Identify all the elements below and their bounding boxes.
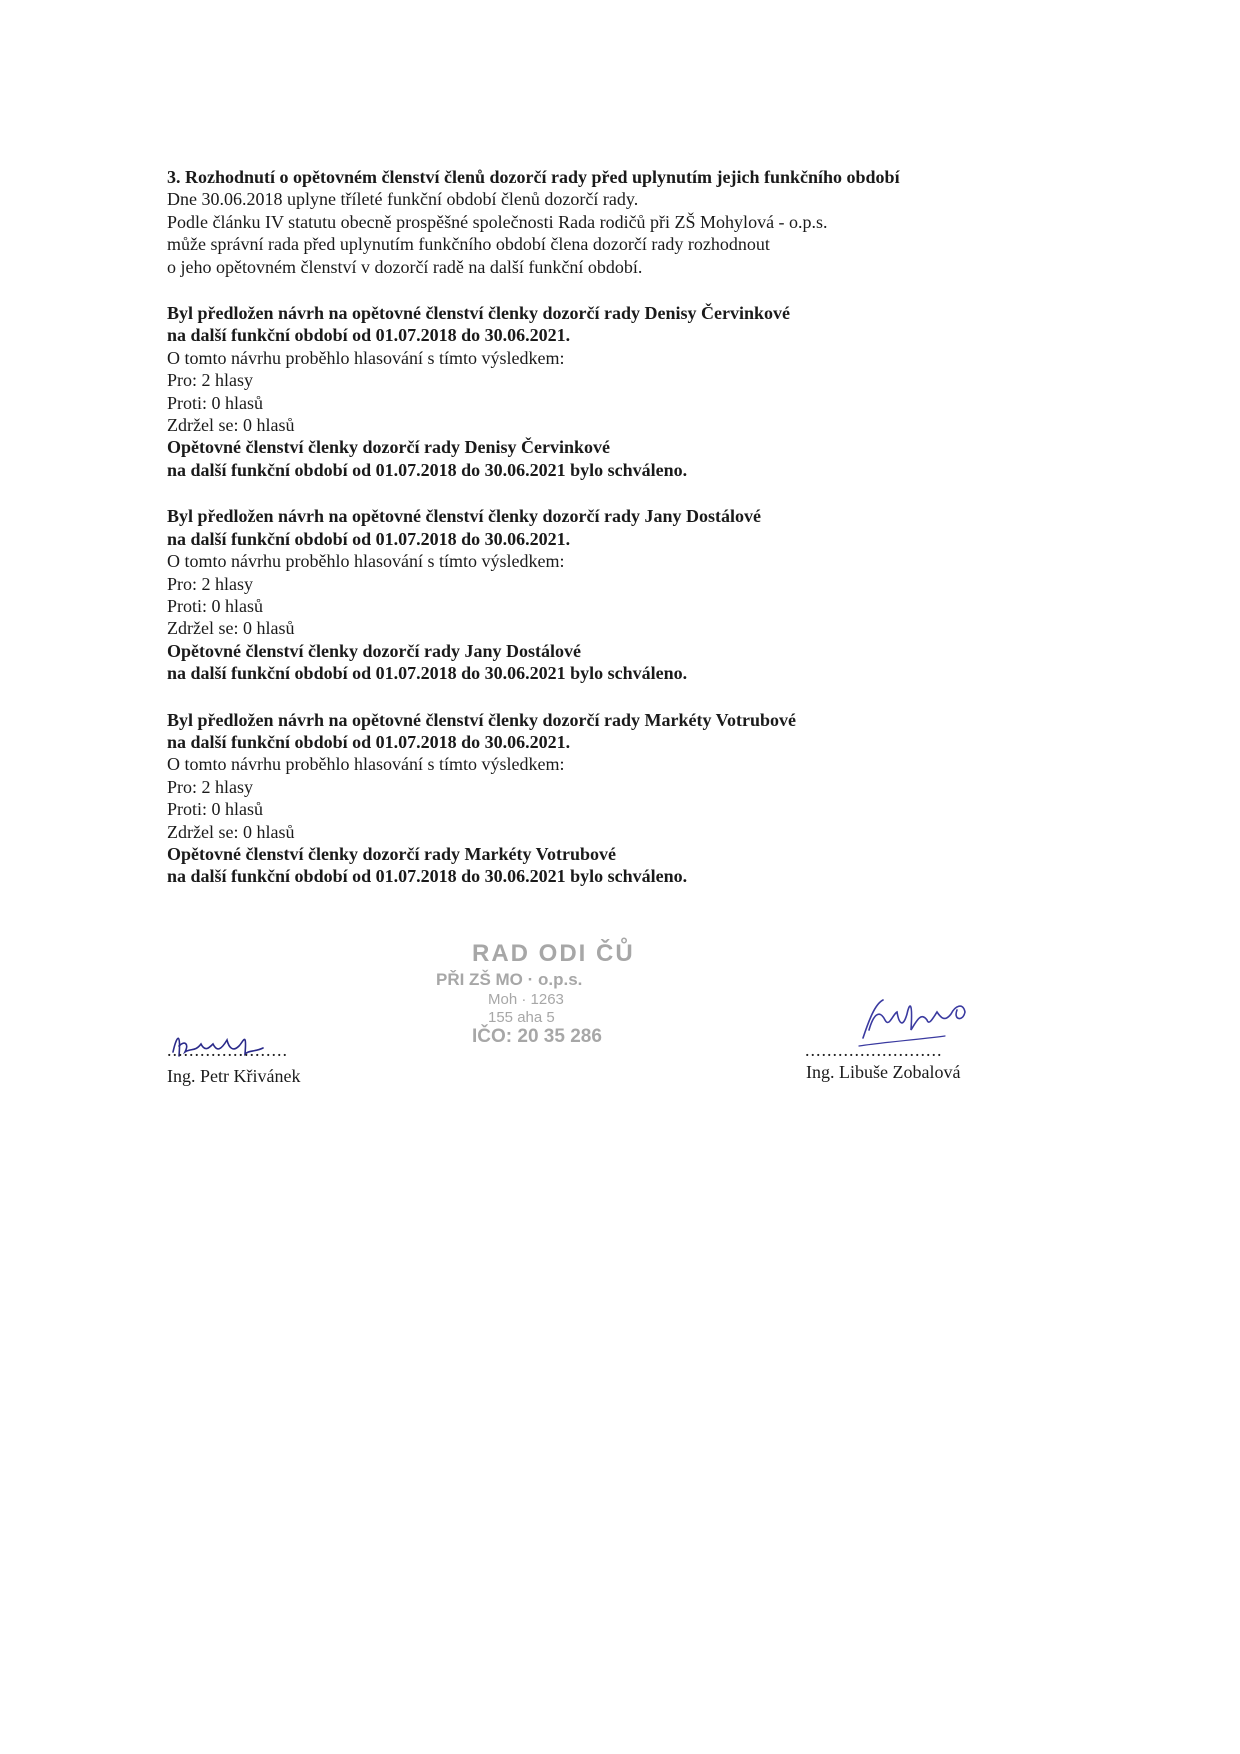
result-line: Opětovné členství členky dozorčí rady Denisy Červinkové bbox=[167, 437, 610, 458]
vote-zdrzel: Zdržel se: 0 hlasů bbox=[167, 415, 295, 436]
vote-pro: Pro: 2 hlasy bbox=[167, 776, 254, 797]
proposal-line: Byl předložen návrh na opětovné členství členky dozorčí rady Markéty Votrubové bbox=[167, 709, 796, 730]
proposal-period: na další funkční období od 01.07.2018 do 30.06.2021. bbox=[167, 325, 571, 346]
vote-zdrzel: Zdržel se: 0 hlasů bbox=[167, 618, 295, 639]
intro-line: Dne 30.06.2018 uplyne tříleté funkční období členů dozorčí rady. bbox=[167, 189, 639, 210]
proposal-block bbox=[167, 709, 1067, 888]
proposal-block bbox=[167, 505, 1067, 684]
vote-proti: Proti: 0 hlasů bbox=[167, 595, 264, 616]
result-line: Opětovné členství členky dozorčí rady Jany Dostálové bbox=[167, 640, 581, 661]
document-body bbox=[167, 166, 1067, 888]
vote-intro: O tomto návrhu proběhlo hlasování s tímto výsledkem: bbox=[167, 551, 565, 572]
section-heading: 3. Rozhodnutí o opětovném členství členů dozorčí rady před uplynutím jejich funkčního období bbox=[167, 167, 900, 187]
stamp-line: RAD ODI ČŮ bbox=[472, 940, 635, 967]
vote-zdrzel: Zdržel se: 0 hlasů bbox=[167, 821, 295, 842]
intro-line: Podle článku IV statutu obecně prospěšné společnosti Rada rodičů při ZŠ Mohylová - o.p.s. bbox=[167, 211, 828, 232]
signatory-name-left: Ing. Petr Křivánek bbox=[167, 1066, 301, 1086]
signature-line-left: ...................... bbox=[167, 1040, 288, 1060]
intro-line: může správní rada před uplynutím funkčního období člena dozorčí rady rozhodnout bbox=[167, 234, 770, 255]
vote-pro: Pro: 2 hlasy bbox=[167, 370, 254, 391]
result-line: Opětovné členství členky dozorčí rady Markéty Votrubové bbox=[167, 843, 616, 864]
signatory-name-right: Ing. Libuše Zobalová bbox=[806, 1062, 961, 1082]
stamp-line: 155 aha 5 bbox=[488, 1009, 555, 1026]
proposal-period: na další funkční období od 01.07.2018 do 30.06.2021. bbox=[167, 731, 571, 752]
signature-line-right: ......................... bbox=[805, 1040, 943, 1060]
stamp-line: PŘI ZŠ MO · o.p.s. bbox=[436, 970, 583, 989]
organization-stamp bbox=[432, 940, 702, 1050]
proposal-line: Byl předložen návrh na opětovné členství členky dozorčí rady Jany Dostálové bbox=[167, 506, 761, 527]
stamp-line: Moh · 1263 bbox=[488, 991, 564, 1008]
vote-proti: Proti: 0 hlasů bbox=[167, 392, 264, 413]
vote-intro: O tomto návrhu proběhlo hlasování s tímto výsledkem: bbox=[167, 754, 565, 775]
proposal-block bbox=[167, 302, 1067, 481]
proposal-period: na další funkční období od 01.07.2018 do 30.06.2021. bbox=[167, 528, 571, 549]
vote-proti: Proti: 0 hlasů bbox=[167, 799, 264, 820]
vote-pro: Pro: 2 hlasy bbox=[167, 573, 254, 594]
intro-line: o jeho opětovném členství v dozorčí radě na další funkční období. bbox=[167, 256, 643, 277]
proposal-line: Byl předložen návrh na opětovné členství členky dozorčí rady Denisy Červinkové bbox=[167, 303, 790, 324]
vote-intro: O tomto návrhu proběhlo hlasování s tímto výsledkem: bbox=[167, 347, 565, 368]
result-period: na další funkční období od 01.07.2018 do 30.06.2021 bylo schváleno. bbox=[167, 459, 688, 480]
result-period: na další funkční období od 01.07.2018 do 30.06.2021 bylo schváleno. bbox=[167, 663, 688, 684]
result-period: na další funkční období od 01.07.2018 do 30.06.2021 bylo schváleno. bbox=[167, 866, 688, 887]
stamp-line: IČO: 20 35 286 bbox=[472, 1026, 602, 1047]
